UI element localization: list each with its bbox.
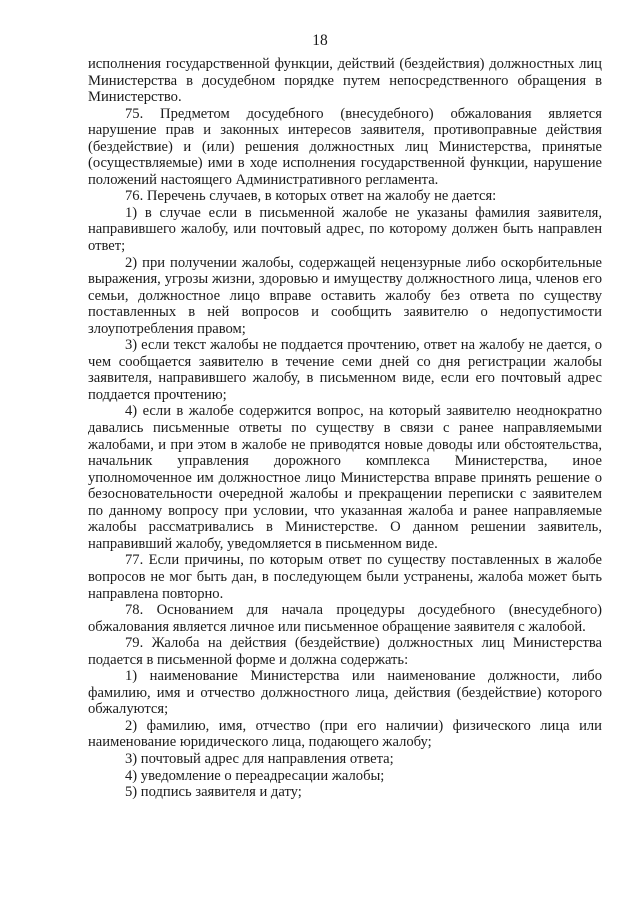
paragraph-79: 79. Жалоба на действия (бездействие) должностных лиц Министерства подается в письменной форме и должна содержать: xyxy=(88,635,602,668)
list-item-79-2: 2) фамилию, имя, отчество (при его наличии) физического лица или наименование юридического лица, подающего жалобу; xyxy=(88,717,602,751)
list-item-76-3: 3) если текст жалобы не поддается прочтению, ответ на жалобу не дается, о чем сообщается заявителю в течение семи дней со дня регистрации жалобы заявителя, направившего жалобу, в письменном виде, если его почтовый адрес поддается прочтению; xyxy=(88,337,602,403)
list-item-79-1: 1) наименование Министерства или наименование должности, либо фамилию, имя и отчество должностного лица, действия (бездействие) которого обжалуются; xyxy=(88,668,602,718)
paragraph-77: 77. Если причины, по которым ответ по существу поставленных в жалобе вопросов не мог быть дан, в последующем были устранены, жалоба может быть направлена повторно. xyxy=(88,552,602,602)
paragraph-78: 78. Основанием для начала процедуры досудебного (внесудебного) обжалования является личное или письменное обращение заявителя с жалобой. xyxy=(88,602,602,635)
paragraph-76: 76. Перечень случаев, в которых ответ на жалобу не дается: xyxy=(125,188,497,205)
document-body xyxy=(88,56,602,801)
list-item-79-3: 3) почтовый адрес для направления ответа; xyxy=(125,750,394,767)
paragraph-75: 75. Предметом досудебного (внесудебного) обжалования является нарушение прав и законных интересов заявителя, противоправные действия (бездействие) и (или) решения должностных лиц Министерства, принятые (осуществляемые) ими в ходе исполнения государственной функции, нарушение положений настоящего Административного регламента. xyxy=(88,105,602,188)
list-item-79-4: 4) уведомление о переадресации жалобы; xyxy=(125,767,385,784)
list-item-79-5: 5) подпись заявителя и дату; xyxy=(125,784,302,801)
list-item-76-2: 2) при получении жалобы, содержащей нецензурные либо оскорбительные выражения, угрозы жизни, здоровью и имуществу должностного лица, членов его семьи, должностное лицо вправе оставить жалобу без ответа по существу поставленных в ней вопросов и сообщить заявителю о недопустимости злоупотребления правом; xyxy=(88,254,602,337)
list-item-76-1: 1) в случае если в письменной жалобе не указаны фамилия заявителя, направившего жалобу, или почтовый адрес, по которому должен быть направлен ответ; xyxy=(88,204,602,255)
paragraph-continuation: исполнения государственной функции, действий (бездействия) должностных лиц Министерства в досудебном порядке путем непосредственного обращения в Министерство. xyxy=(88,56,602,106)
list-item-76-4: 4) если в жалобе содержится вопрос, на который заявителю неоднократно давались письменные ответы по существу в связи с ранее направляемыми жалобами, и при этом в жалобе не приводятся новые доводы или обстоятельства, начальник управления дорожного комплекса Министерства, иное уполномоченное им должностное лицо Министерства вправе принять решение о безосновательности очередной жалобы и прекращении переписки с заявителем по данному вопросу при условии, что указанная жалоба и ранее направляемые жалобы рассматривались в Министерстве. О данном решении заявитель, направивший жалобу, уведомляется в письменном виде. xyxy=(88,403,602,552)
page-number: 18 xyxy=(312,32,328,49)
